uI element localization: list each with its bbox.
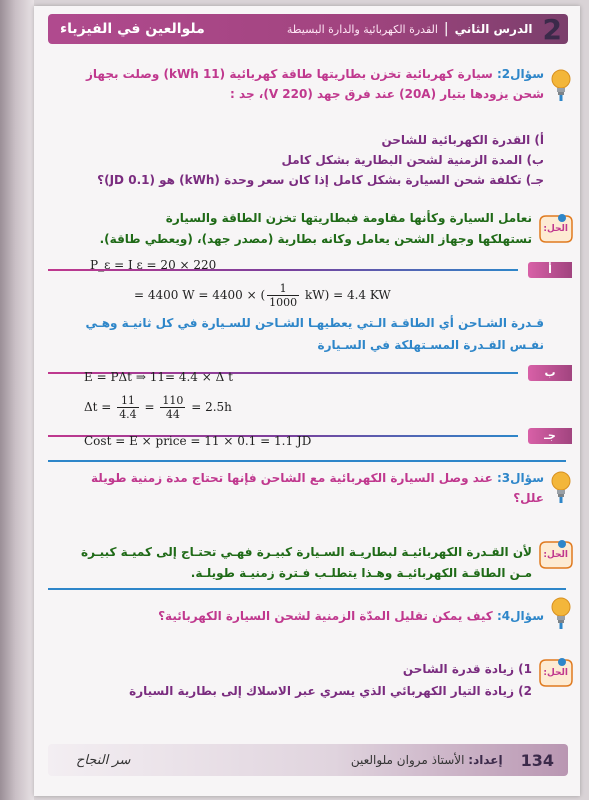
eq-b2-fraction2 — [160, 394, 185, 421]
q2-solution-line1: نعامل السيارة وكأنها مقاومة فبطاريتها تخزن الطاقة والسيارة — [165, 211, 532, 225]
eq-a2 — [134, 282, 391, 309]
eq-c: Cost = E × price = 11 × 0.1 = 1.1 JD — [84, 434, 312, 448]
q2-item-c: جـ) تكلفة شحن السيارة بشكل كامل إذا كان سعر وحدة (kWh) هو (0.1 JD)؟ — [97, 173, 544, 187]
book-page — [34, 6, 580, 796]
q4-question — [64, 606, 544, 626]
eq-a2-right: kW) = 4.4 KW — [301, 288, 391, 302]
lightbulb-icon — [550, 470, 572, 504]
prepared-name: الأستاذ مروان ملوالعين — [350, 753, 465, 767]
q2-solution — [62, 208, 532, 250]
q4-text-line1: كيف يمكن تقليل المدّة الزمنية لشحن السيارة الكهربائية؟ — [158, 609, 493, 623]
eq-b2-d1: 4.4 — [119, 408, 137, 421]
q2-text-line1: سيارة كهربائية تخزن بطاريتها طاقة كهربائية (11 kWh) وصلت بجهاز — [86, 67, 493, 81]
eq-b2-right: = 2.5h — [191, 400, 232, 414]
q3-solution-badge: الحل: — [543, 550, 568, 560]
eq-b2-fraction1 — [117, 394, 139, 421]
q2-label: سؤال2: — [496, 67, 544, 81]
eq-a2-fraction — [267, 282, 299, 309]
page-header — [48, 14, 568, 44]
q4-answer1: 1) زيادة قدرة الشاحن — [402, 662, 532, 676]
q3-question — [64, 468, 544, 508]
lightbulb-icon — [550, 596, 572, 630]
prepared-by — [351, 753, 503, 767]
lesson-title: الدرس الثاني — [454, 22, 533, 36]
tab-a: أ — [528, 262, 572, 278]
eq-a1: P_ε = I ε = 20 × 220 — [90, 258, 217, 272]
q3-solution-line1: لأن القـدرة الكهربائيـة لبطاريـة السـيارة كبيـرة فهـي تحتـاج إلى كميـة كبيـرة — [81, 545, 532, 559]
q4-label: سؤال4: — [496, 609, 544, 623]
header-separator: | — [443, 21, 449, 37]
q3-text-line2: علل؟ — [513, 491, 544, 505]
eq-b2-d2: 44 — [165, 408, 180, 421]
lesson-number: 2 — [542, 12, 562, 46]
prepared-label: إعداد: — [468, 753, 503, 767]
explain-line1: قـدرة الشـاحن أي الطاقـة الـتي يعطيهـا الشـاحن للسـيارة في كل ثانيـة وهـي — [85, 316, 544, 330]
eq-a2-den: 1000 — [269, 296, 298, 309]
q4-solution-badge: الحل: — [543, 668, 568, 678]
q2-item-a: أ) القدرة الكهربائية للشاحن — [381, 133, 544, 147]
tab-c: جـ — [528, 428, 572, 444]
q2-items — [64, 130, 544, 190]
q4-answer2: 2) زيادة التيار الكهربائي الذي يسري عبر الاسلاك إلى بطارية السيارة — [129, 684, 532, 698]
q2-text-line2: شحن يزودها بتيار (20A) عند فرق جهد (V 220)، جد : — [230, 87, 544, 101]
page-footer — [48, 744, 568, 776]
brand-title: ملوالعين في الفيزياء — [60, 21, 205, 37]
book-binding — [0, 0, 34, 800]
q4-answers — [62, 658, 532, 702]
eq-a2-num: 1 — [267, 282, 299, 296]
eq-b2-n2: 110 — [162, 394, 184, 407]
eq-b2-n1: 11 — [117, 394, 139, 408]
eq-b2: Δt = $\frac{11}{4.4}$ = $\frac{110}{44}$ = 2.5h — [84, 394, 232, 421]
explain-line2: نفـس القـدرة المسـتهلكة في السـيارة — [317, 338, 544, 352]
eq-a2-left: = 4400 W = 4400 × ( — [134, 288, 266, 302]
q3-label: سؤال3: — [496, 471, 544, 485]
page-number: 134 — [520, 750, 554, 770]
lesson-subtitle: القدرة الكهربائية والدارة البسيطة — [286, 22, 438, 36]
q2-item-b: ب) المدة الزمنية لشحن البطارية بشكل كامل — [281, 153, 544, 167]
q3-solution — [62, 542, 532, 584]
q2-explanation — [64, 312, 544, 356]
q2-solution-badge: الحل: — [543, 224, 568, 234]
q3-solution-line2: مـن الطاقـة الكهربائيـة وهـذا يتطلـب فـترة زمنيـة طويلـة. — [190, 566, 532, 580]
divider-q4 — [48, 588, 566, 590]
q2-solution-line2: تستهلكها وجهاز الشحن يعامل وكانه بطارية (مصدر جهد)، (ويعطي طاقة). — [99, 232, 532, 246]
eq-b2-left: Δt = — [84, 400, 112, 414]
tab-b: ب — [528, 365, 572, 381]
eq-b1: E = PΔt ⇒ 11= 4.4 × Δ t — [84, 370, 233, 384]
q2-question — [64, 64, 544, 104]
lightbulb-icon — [550, 68, 572, 102]
signature: سر النجاح — [76, 752, 131, 768]
divider-q3 — [48, 460, 566, 462]
q3-text-line1: عند وصل السيارة الكهربائية مع الشاحن فإنها تحتاج مدة زمنية طويلة — [91, 471, 493, 485]
